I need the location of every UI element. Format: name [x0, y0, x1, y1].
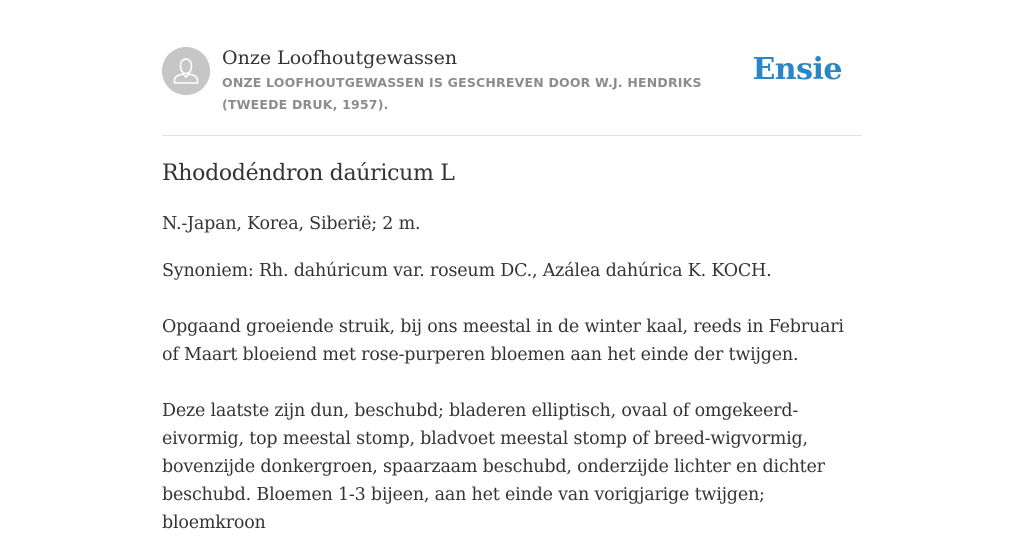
- header-divider: [162, 135, 862, 136]
- entry-title: Rhododéndron daúricum L: [162, 161, 455, 186]
- book-header: [162, 46, 862, 118]
- entry-content: [162, 156, 862, 537]
- user-placeholder-icon: [162, 47, 210, 95]
- entry-paragraph: Synoniem: Rh. dahúricum var. roseum DC., Azálea dahúrica K. KOCH.: [162, 261, 772, 281]
- book-title[interactable]: Onze Loofhoutgewassen: [222, 47, 458, 69]
- avatar[interactable]: [162, 47, 210, 95]
- book-subtitle: ONZE LOOFHOUTGEWASSEN IS GESCHREVEN DOOR W.J. HENDRIKS (TWEEDE DRUK, 1957).: [222, 75, 702, 112]
- entry-paragraph: Deze laatste zijn dun, beschubd; bladeren elliptisch, ovaal of omgekeerd-eivormig, top meestal stomp, bladvoet meestal stomp of breed-wigvormig, bovenzijde donkergroen, spaarzaam beschubd, onderzijde lichter en dichter beschubd. Bloemen 1-3 bijeen, aan het einde van vorigjarige twijgen; bloemkroon: [162, 401, 825, 533]
- entry-paragraph: Opgaand groeiende struik, bij ons meestal in de winter kaal, reeds in Februari of Maart bloeiend met rose-purperen bloemen aan het einde der twijgen.: [162, 317, 844, 365]
- ensie-logo[interactable]: Ensie: [752, 52, 842, 87]
- entry-paragraph: N.-Japan, Korea, Siberië; 2 m.: [162, 214, 421, 234]
